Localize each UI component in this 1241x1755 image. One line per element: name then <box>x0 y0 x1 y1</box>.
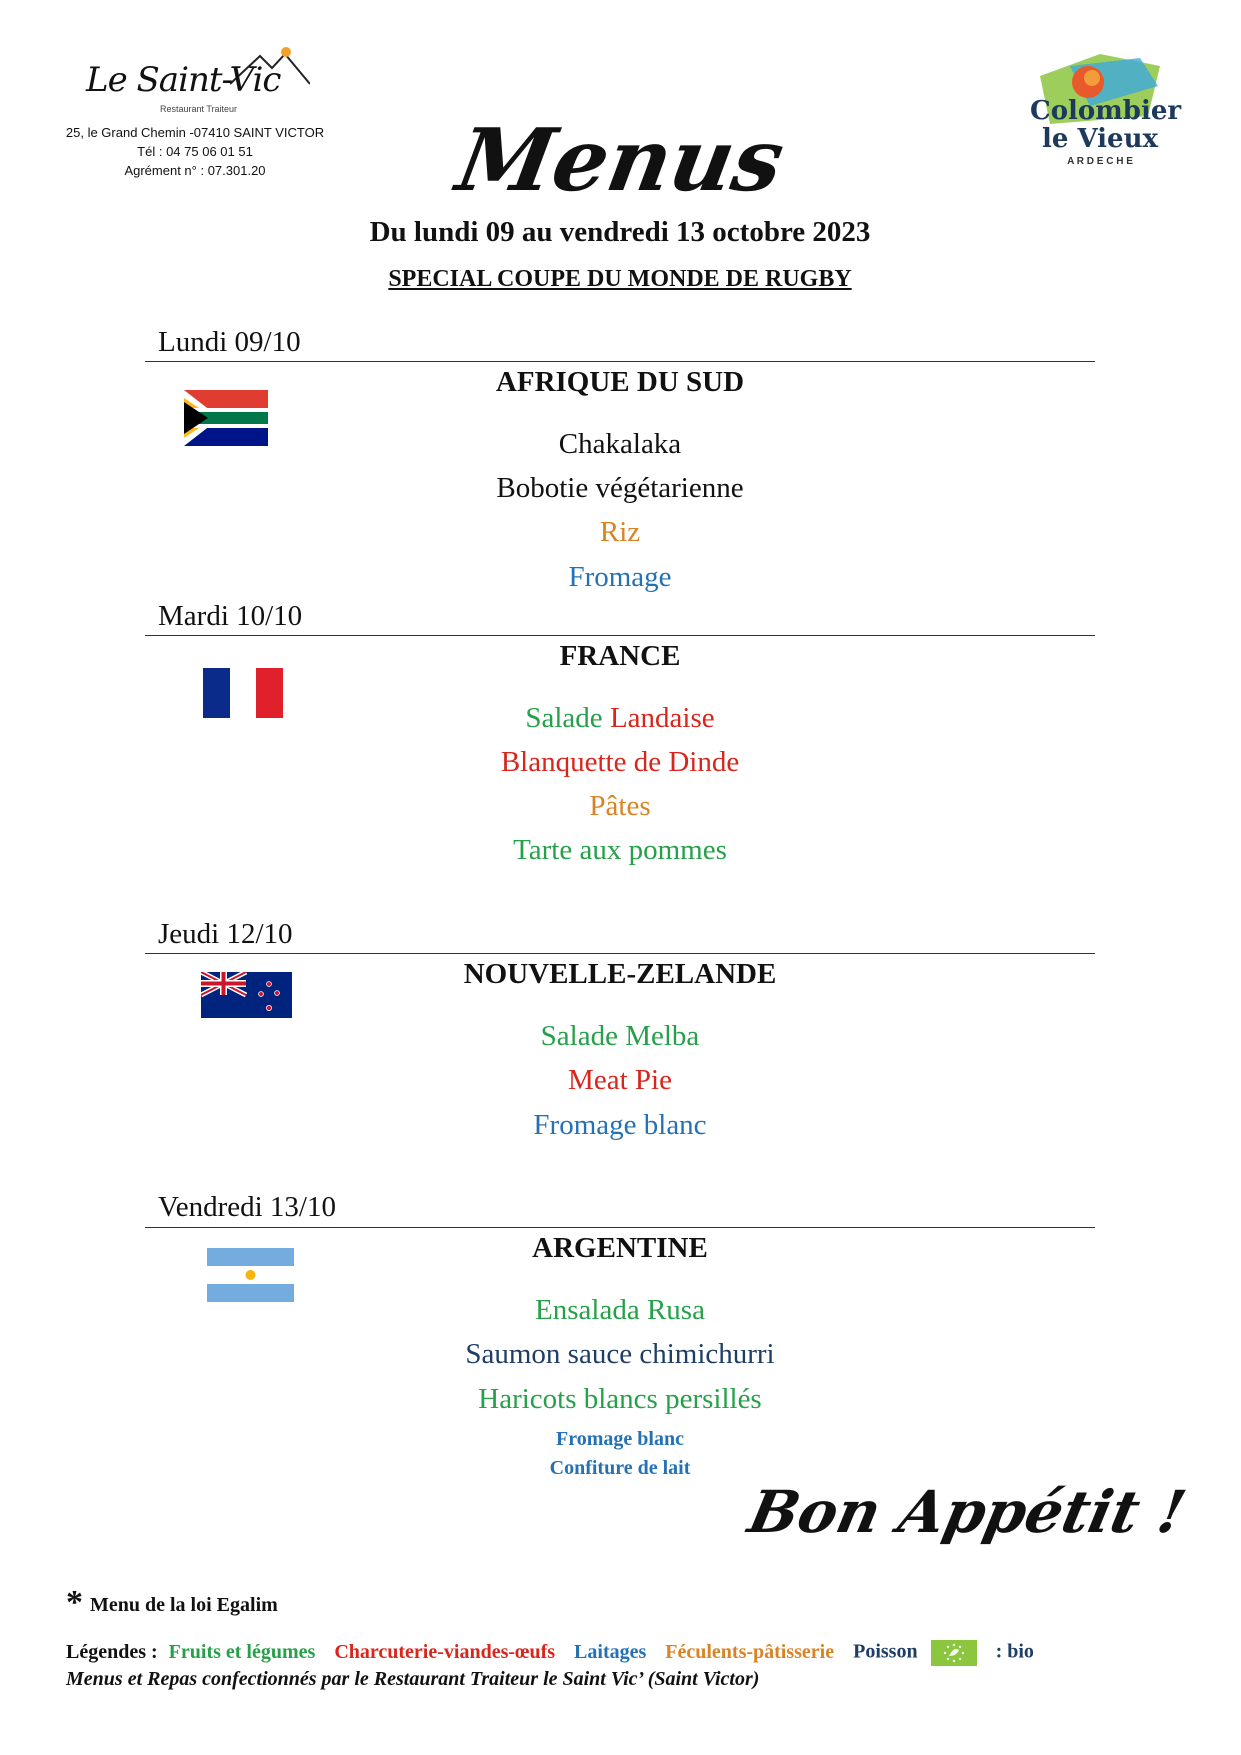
divider <box>145 361 1095 362</box>
dish-salade-landaise <box>145 702 1095 735</box>
egalim-star: * <box>66 1584 83 1621</box>
dish-landaise: Landaise <box>609 702 715 734</box>
dish-haricots: Haricots blancs persillés <box>478 1383 762 1415</box>
special-heading: SPECIAL COUPE DU MONDE DE RUGBY <box>388 266 852 292</box>
legend-bio: : bio <box>995 1640 1034 1663</box>
logo-line-ardeche: A R D E C H E <box>1067 156 1133 167</box>
bio-leaf-icon <box>931 1640 977 1666</box>
dish-confiture: Confiture de lait <box>549 1457 691 1479</box>
date-range: Du lundi 09 au vendredi 13 octobre 2023 <box>369 216 871 248</box>
legend-label: Légendes : <box>66 1640 158 1663</box>
legend <box>66 1640 1034 1666</box>
address-line: 25, le Grand Chemin -07410 SAINT VICTOR <box>65 125 325 140</box>
logo-script-text: Le Saint-Vic <box>86 60 281 100</box>
dish-chakalaka: Chakalaka <box>558 428 682 460</box>
dish-riz: Riz <box>599 516 641 548</box>
made-by-note: Menus et Repas confectionnés par le Restaurant Traiteur le Saint Vic’ (Saint Victor) <box>66 1668 760 1690</box>
dish-meat-pie: Meat Pie <box>568 1064 672 1096</box>
divider <box>145 635 1095 636</box>
legend-poisson: Poisson <box>853 1640 918 1663</box>
dish-saumon: Saumon sauce chimichurri <box>465 1338 775 1370</box>
divider <box>145 1227 1095 1228</box>
agrement-line: Agrément n° : 07.301.20 <box>124 163 266 178</box>
dish-salade: Salade <box>525 702 603 734</box>
country-france: FRANCE <box>559 640 681 672</box>
saint-vic-logo <box>80 46 310 116</box>
day-label-vendredi: Vendredi 13/10 <box>158 1191 336 1223</box>
legend-fruits-legumes: Fruits et légumes <box>168 1640 316 1663</box>
country-new-zealand: NOUVELLE-ZELANDE <box>463 958 777 990</box>
legend-feculents: Féculents-pâtisserie <box>665 1640 835 1663</box>
legend-laitages: Laitages <box>574 1640 647 1663</box>
dish-blanquette: Blanquette de Dinde <box>500 746 740 778</box>
legend-charcuterie: Charcuterie-viandes-œufs <box>334 1640 556 1663</box>
page-title: Menus <box>449 110 792 211</box>
bon-appetit: Bon Appétit ! <box>742 1478 1192 1546</box>
dish-salade-melba: Salade Melba <box>540 1020 700 1052</box>
logo-line-le-vieux: le Vieux <box>1041 124 1158 154</box>
dish-fromage-blanc-2: Fromage blanc <box>556 1428 684 1450</box>
egalim-note: Menu de la loi Egalim <box>90 1594 278 1616</box>
logo-subtitle: Restaurant Traiteur <box>160 104 238 114</box>
dish-fromage-blanc: Fromage blanc <box>533 1109 707 1141</box>
logo-line-colombier: Colombier <box>1030 96 1182 126</box>
day-label-jeudi: Jeudi 12/10 <box>158 918 293 950</box>
dish-bobotie: Bobotie végétarienne <box>496 472 744 504</box>
phone-line: Tél : 04 75 06 01 51 <box>137 144 253 159</box>
day-label-lundi: Lundi 09/10 <box>158 326 301 358</box>
country-south-africa: AFRIQUE DU SUD <box>495 366 745 398</box>
divider <box>145 953 1095 954</box>
dish-tarte: Tarte aux pommes <box>513 834 727 866</box>
day-label-mardi: Mardi 10/10 <box>158 600 303 632</box>
new-zealand-flag-icon <box>201 972 292 1018</box>
dish-ensalada-rusa: Ensalada Rusa <box>535 1294 705 1326</box>
country-argentina: ARGENTINE <box>532 1232 708 1264</box>
dish-fromage: Fromage <box>568 561 672 593</box>
dish-pates: Pâtes <box>589 790 651 822</box>
